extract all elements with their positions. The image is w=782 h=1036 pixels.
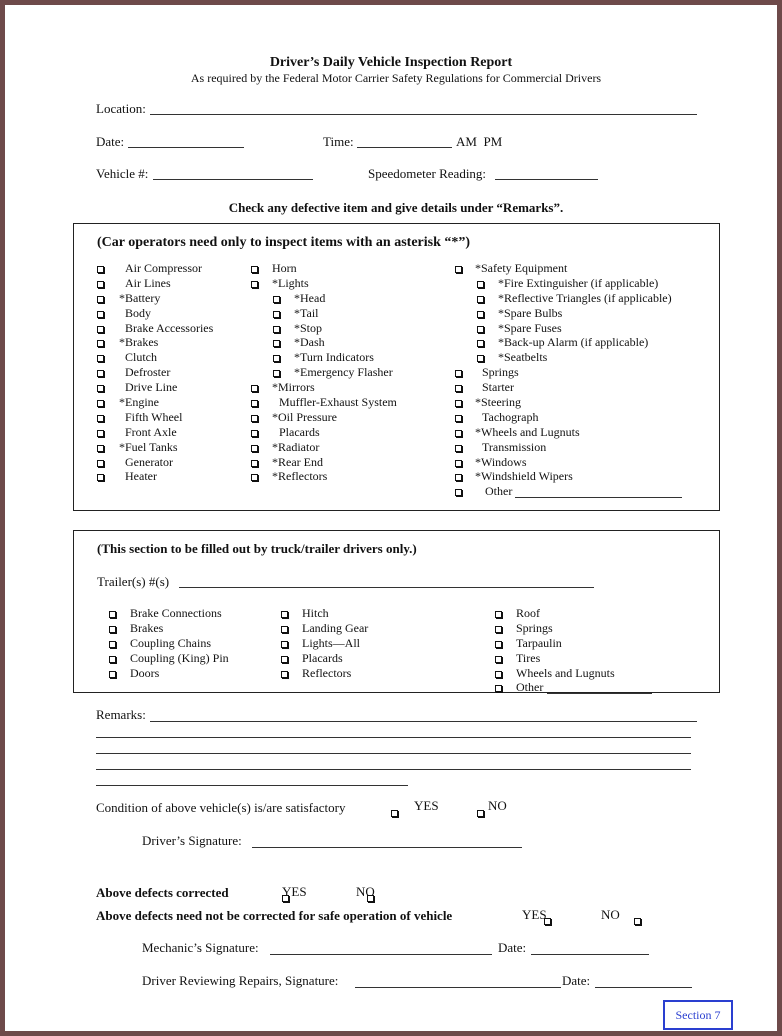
checklist-item[interactable] bbox=[455, 455, 715, 470]
checkbox[interactable] bbox=[477, 355, 484, 362]
item-label: Clutch bbox=[125, 350, 157, 365]
item-label: Generator bbox=[125, 454, 173, 469]
checklist-item[interactable] bbox=[97, 321, 247, 336]
item-label: *Turn Indicators bbox=[294, 350, 374, 365]
page-title: Driver’s Daily Vehicle Inspection Report bbox=[269, 55, 513, 70]
checkbox[interactable] bbox=[97, 445, 104, 452]
checklist-subitem[interactable] bbox=[251, 350, 451, 365]
checklist-item[interactable] bbox=[251, 455, 451, 470]
checkbox[interactable] bbox=[97, 266, 104, 273]
checklist-item[interactable] bbox=[109, 666, 279, 681]
reviewing-signature-field[interactable] bbox=[355, 987, 561, 988]
item-label: Roof bbox=[516, 606, 540, 620]
am-pm-label[interactable]: AM PM bbox=[456, 134, 503, 149]
checkbox[interactable] bbox=[97, 430, 104, 437]
checklist-item[interactable] bbox=[281, 666, 451, 681]
remarks-line-2[interactable] bbox=[96, 737, 691, 738]
vehicle-number-field[interactable] bbox=[153, 179, 313, 180]
item-label: *Oil Pressure bbox=[272, 409, 337, 424]
date-field[interactable] bbox=[128, 147, 244, 148]
checkbox[interactable] bbox=[109, 641, 116, 648]
item-label: *Steering bbox=[475, 395, 521, 410]
item-label: Defroster bbox=[125, 365, 171, 380]
page-subtitle: As required by the Federal Motor Carrier Safety Regulations for Commercial Drivers bbox=[190, 71, 602, 85]
checkbox[interactable] bbox=[97, 370, 104, 377]
checkbox[interactable] bbox=[109, 611, 116, 618]
defects-not-needed-label: Above defects need not be corrected for safe operation of vehicle bbox=[96, 908, 453, 923]
checklist-item[interactable] bbox=[251, 425, 451, 440]
checkbox[interactable] bbox=[251, 415, 258, 422]
checkbox[interactable] bbox=[251, 266, 258, 273]
checkbox[interactable] bbox=[251, 460, 258, 467]
reviewing-signature-label: Driver Reviewing Repairs, Signature: bbox=[142, 973, 339, 988]
item-label: Transmission bbox=[482, 439, 547, 454]
checkbox[interactable] bbox=[97, 311, 104, 318]
item-label: Body bbox=[125, 305, 152, 320]
item-label: *Fuel Tanks bbox=[119, 439, 178, 454]
corrected-yes-label: YES bbox=[282, 884, 307, 899]
checkbox[interactable] bbox=[477, 326, 484, 333]
checkbox[interactable] bbox=[281, 656, 288, 663]
checklist-item[interactable] bbox=[495, 621, 705, 636]
checklist-item[interactable] bbox=[109, 651, 279, 666]
item-label: Heater bbox=[125, 469, 157, 484]
item-label: *Brakes bbox=[119, 335, 159, 350]
item-label: Other bbox=[516, 680, 544, 695]
checklist-item[interactable] bbox=[97, 306, 247, 321]
driver-signature-label: Driver’s Signature: bbox=[142, 833, 242, 848]
item-label: Brakes bbox=[130, 620, 164, 635]
checklist-item[interactable] bbox=[455, 365, 715, 380]
item-label: Tarpaulin bbox=[516, 635, 562, 650]
mechanic-date-label: Date: bbox=[498, 940, 527, 955]
remarks-line-3[interactable] bbox=[96, 753, 691, 754]
speedometer-field[interactable] bbox=[495, 179, 598, 180]
vehicle-number-label: Vehicle #: bbox=[96, 166, 149, 181]
checkbox[interactable] bbox=[281, 641, 288, 648]
checklist-item[interactable] bbox=[455, 410, 715, 425]
checkbox[interactable] bbox=[495, 626, 502, 633]
checkbox[interactable] bbox=[97, 400, 104, 407]
item-label: Tachograph bbox=[482, 409, 539, 424]
not-needed-no-checkbox[interactable] bbox=[634, 918, 641, 925]
car-col-1 bbox=[97, 261, 247, 484]
item-label: *Seatbelts bbox=[498, 350, 548, 365]
time-field[interactable] bbox=[357, 147, 452, 148]
item-label: Brake Accessories bbox=[125, 320, 214, 335]
item-label: Placards bbox=[279, 424, 320, 439]
other-field[interactable] bbox=[547, 693, 652, 694]
condition-yes-checkbox[interactable] bbox=[391, 810, 398, 817]
item-label: Horn bbox=[272, 261, 297, 275]
checklist-subitem[interactable] bbox=[251, 335, 451, 350]
checkbox[interactable] bbox=[251, 281, 258, 288]
checklist-subitem[interactable] bbox=[251, 365, 451, 380]
checkbox[interactable] bbox=[477, 311, 484, 318]
item-label: Landing Gear bbox=[302, 620, 369, 635]
time-label: Time: bbox=[323, 134, 354, 149]
item-label: *Engine bbox=[119, 395, 159, 410]
item-label: Other bbox=[485, 484, 513, 499]
checklist-item[interactable] bbox=[109, 606, 279, 621]
speedometer-label: Speedometer Reading: bbox=[368, 166, 487, 181]
checklist-item-other[interactable] bbox=[455, 484, 715, 499]
reviewing-date-field[interactable] bbox=[595, 987, 692, 988]
checklist-item[interactable] bbox=[97, 440, 247, 455]
item-label: *Spare Bulbs bbox=[498, 305, 563, 320]
not-needed-yes-label: YES bbox=[522, 907, 547, 922]
item-label: *Stop bbox=[294, 320, 323, 335]
checklist-item[interactable] bbox=[455, 440, 715, 455]
driver-signature-field[interactable] bbox=[252, 847, 522, 848]
item-label: Wheels and Lugnuts bbox=[516, 665, 615, 680]
item-label: *Emergency Flasher bbox=[294, 365, 393, 380]
checkbox[interactable] bbox=[97, 281, 104, 288]
instructions: Check any defective item and give details under “Remarks”. bbox=[228, 200, 564, 215]
checkbox[interactable] bbox=[495, 611, 502, 618]
mechanic-signature-field[interactable] bbox=[270, 954, 492, 955]
checklist-item[interactable] bbox=[281, 636, 451, 651]
checklist-item[interactable] bbox=[455, 380, 715, 395]
checkbox[interactable] bbox=[251, 474, 258, 481]
checklist-item[interactable] bbox=[455, 395, 715, 410]
checkbox[interactable] bbox=[273, 296, 280, 303]
checklist-item[interactable] bbox=[455, 261, 715, 276]
checkbox[interactable] bbox=[495, 685, 502, 692]
item-label: Doors bbox=[130, 665, 160, 680]
item-label: *Mirrors bbox=[272, 380, 315, 395]
defects-corrected-label: Above defects corrected bbox=[96, 885, 229, 900]
checkbox[interactable] bbox=[251, 400, 258, 407]
checklist-item[interactable] bbox=[495, 666, 705, 681]
checkbox[interactable] bbox=[273, 311, 280, 318]
checkbox[interactable] bbox=[273, 370, 280, 377]
checkbox[interactable] bbox=[97, 296, 104, 303]
checklist-item[interactable] bbox=[97, 455, 247, 470]
checklist-subitem[interactable] bbox=[251, 306, 451, 321]
checkbox[interactable] bbox=[251, 385, 258, 392]
item-label: Coupling Chains bbox=[130, 635, 212, 650]
checklist-item[interactable] bbox=[97, 410, 247, 425]
checkbox[interactable] bbox=[97, 460, 104, 467]
checklist-item[interactable] bbox=[455, 469, 715, 484]
checkbox[interactable] bbox=[455, 445, 462, 452]
date-label: Date: bbox=[96, 134, 125, 149]
condition-label: Condition of above vehicle(s) is/are satisfactory bbox=[96, 800, 346, 815]
item-label: *Radiator bbox=[272, 439, 320, 454]
checkbox[interactable] bbox=[495, 641, 502, 648]
car-inspection-section bbox=[73, 223, 720, 511]
checkbox[interactable] bbox=[455, 430, 462, 437]
checkbox[interactable] bbox=[455, 266, 462, 273]
location-label: Location: bbox=[96, 101, 146, 116]
checklist-item[interactable] bbox=[251, 261, 451, 276]
remarks-line-1[interactable] bbox=[150, 721, 697, 722]
checklist-item[interactable] bbox=[281, 651, 451, 666]
trailer-number-label: Trailer(s) #(s) bbox=[97, 574, 170, 589]
item-label: Front Axle bbox=[125, 424, 177, 439]
truck-col-1 bbox=[109, 606, 279, 680]
checkbox[interactable] bbox=[97, 326, 104, 333]
item-label: Tires bbox=[516, 650, 541, 665]
item-label: Drive Line bbox=[125, 380, 178, 395]
mechanic-date-field[interactable] bbox=[531, 954, 649, 955]
checkbox[interactable] bbox=[97, 340, 104, 347]
checkbox[interactable] bbox=[477, 340, 484, 347]
checkbox[interactable] bbox=[455, 460, 462, 467]
item-label: *Fire Extinguisher (if applicable) bbox=[498, 275, 659, 290]
checklist-item[interactable] bbox=[97, 335, 247, 350]
item-label: *Dash bbox=[294, 335, 325, 350]
checkbox[interactable] bbox=[97, 385, 104, 392]
checklist-subitem[interactable] bbox=[455, 335, 715, 350]
item-label: Springs bbox=[516, 620, 553, 635]
checklist-item-other[interactable] bbox=[495, 680, 705, 695]
car-col-2 bbox=[251, 261, 451, 484]
checkbox[interactable] bbox=[109, 626, 116, 633]
checkbox[interactable] bbox=[455, 400, 462, 407]
checklist-subitem[interactable] bbox=[455, 321, 715, 336]
item-label: *Head bbox=[294, 290, 326, 305]
item-label: Lights—All bbox=[302, 635, 361, 650]
checklist-item[interactable] bbox=[281, 606, 451, 621]
item-label: Muffler-Exhaust System bbox=[279, 395, 397, 410]
checkbox[interactable] bbox=[273, 340, 280, 347]
checklist-item[interactable] bbox=[251, 380, 451, 395]
checklist-subitem[interactable] bbox=[251, 321, 451, 336]
checkbox[interactable] bbox=[455, 474, 462, 481]
item-label: Hitch bbox=[302, 606, 329, 620]
item-label: Reflectors bbox=[302, 665, 352, 680]
location-field[interactable] bbox=[150, 114, 697, 115]
item-label: Springs bbox=[482, 365, 519, 380]
checklist-item[interactable] bbox=[495, 651, 705, 666]
checklist-item[interactable] bbox=[251, 395, 451, 410]
item-label: *Wheels and Lugnuts bbox=[475, 424, 580, 439]
item-label: *Reflective Triangles (if applicable) bbox=[498, 290, 672, 305]
item-label: *Windows bbox=[475, 454, 527, 469]
car-col-3 bbox=[455, 261, 715, 499]
checklist-subitem[interactable] bbox=[455, 276, 715, 291]
other-field[interactable] bbox=[515, 497, 682, 498]
checklist-item[interactable] bbox=[281, 621, 451, 636]
trailer-number-field[interactable] bbox=[179, 587, 594, 588]
truck-section-heading: (This section to be filled out by truck/trailer drivers only.) bbox=[97, 541, 417, 556]
checkbox[interactable] bbox=[251, 445, 258, 452]
checkbox[interactable] bbox=[455, 385, 462, 392]
condition-yes-label: YES bbox=[414, 798, 439, 813]
checkbox[interactable] bbox=[273, 355, 280, 362]
checkbox[interactable] bbox=[97, 355, 104, 362]
car-section-heading: (Car operators need only to inspect items with an asterisk “*”) bbox=[97, 235, 471, 250]
checkbox[interactable] bbox=[495, 656, 502, 663]
checklist-item[interactable] bbox=[97, 395, 247, 410]
item-label: *Spare Fuses bbox=[498, 320, 562, 335]
truck-col-2 bbox=[281, 606, 451, 680]
not-needed-no-label: NO bbox=[601, 907, 620, 922]
remarks-line-5[interactable] bbox=[96, 785, 408, 786]
section-badge: Section 7 bbox=[663, 1000, 733, 1030]
checklist-item[interactable] bbox=[97, 365, 247, 380]
checkbox[interactable] bbox=[281, 626, 288, 633]
mechanic-signature-label: Mechanic’s Signature: bbox=[142, 940, 259, 955]
checkbox[interactable] bbox=[477, 281, 484, 288]
checklist-subitem[interactable] bbox=[455, 306, 715, 321]
item-label: *Tail bbox=[294, 305, 319, 320]
checklist-item[interactable] bbox=[495, 636, 705, 651]
item-label: Starter bbox=[482, 380, 514, 395]
checklist-item[interactable] bbox=[97, 425, 247, 440]
checkbox[interactable] bbox=[477, 296, 484, 303]
item-label: Brake Connections bbox=[130, 606, 222, 620]
checklist-subitem[interactable] bbox=[251, 291, 451, 306]
remarks-line-4[interactable] bbox=[96, 769, 691, 770]
item-label: *Reflectors bbox=[272, 469, 328, 484]
remarks-label: Remarks: bbox=[96, 707, 146, 722]
checklist-item[interactable] bbox=[495, 606, 705, 621]
truck-col-3 bbox=[495, 606, 705, 695]
checkbox[interactable] bbox=[109, 656, 116, 663]
condition-no-label: NO bbox=[488, 798, 507, 813]
corrected-no-label: NO bbox=[356, 884, 375, 899]
item-label: Coupling (King) Pin bbox=[130, 650, 229, 665]
checkbox[interactable] bbox=[97, 474, 104, 481]
checklist-item[interactable] bbox=[455, 425, 715, 440]
item-label: Air Compressor bbox=[125, 261, 202, 275]
item-label: *Lights bbox=[272, 275, 309, 290]
checklist-subitem[interactable] bbox=[455, 291, 715, 306]
checkbox[interactable] bbox=[455, 489, 462, 496]
truck-inspection-section bbox=[73, 530, 720, 693]
checklist-item[interactable] bbox=[97, 291, 247, 306]
checkbox[interactable] bbox=[273, 326, 280, 333]
item-label: *Battery bbox=[119, 290, 161, 305]
item-label: *Safety Equipment bbox=[475, 261, 568, 275]
item-label: *Rear End bbox=[272, 454, 323, 469]
checklist-item[interactable] bbox=[97, 350, 247, 365]
checkbox[interactable] bbox=[97, 415, 104, 422]
item-label: Air Lines bbox=[125, 275, 171, 290]
checklist-item[interactable] bbox=[97, 276, 247, 291]
item-label: *Back-up Alarm (if applicable) bbox=[498, 335, 649, 350]
checkbox[interactable] bbox=[455, 415, 462, 422]
checkbox[interactable] bbox=[281, 611, 288, 618]
checklist-item[interactable] bbox=[251, 276, 451, 291]
checkbox[interactable] bbox=[455, 370, 462, 377]
checklist-item[interactable] bbox=[251, 469, 451, 484]
checklist-item[interactable] bbox=[109, 636, 279, 651]
condition-no-checkbox[interactable] bbox=[477, 810, 484, 817]
reviewing-date-label: Date: bbox=[562, 973, 591, 988]
checklist-item[interactable] bbox=[97, 261, 247, 276]
item-label: Placards bbox=[302, 650, 343, 665]
item-label: *Windshield Wipers bbox=[475, 469, 573, 484]
checklist-subitem[interactable] bbox=[455, 350, 715, 365]
checkbox[interactable] bbox=[109, 671, 116, 678]
checklist-item[interactable] bbox=[251, 410, 451, 425]
checklist-item[interactable] bbox=[251, 440, 451, 455]
checkbox[interactable] bbox=[495, 671, 502, 678]
checklist-item[interactable] bbox=[97, 380, 247, 395]
checklist-item[interactable] bbox=[109, 621, 279, 636]
checkbox[interactable] bbox=[281, 671, 288, 678]
item-label: Fifth Wheel bbox=[125, 409, 183, 424]
checklist-item[interactable] bbox=[97, 469, 247, 484]
checkbox[interactable] bbox=[251, 430, 258, 437]
